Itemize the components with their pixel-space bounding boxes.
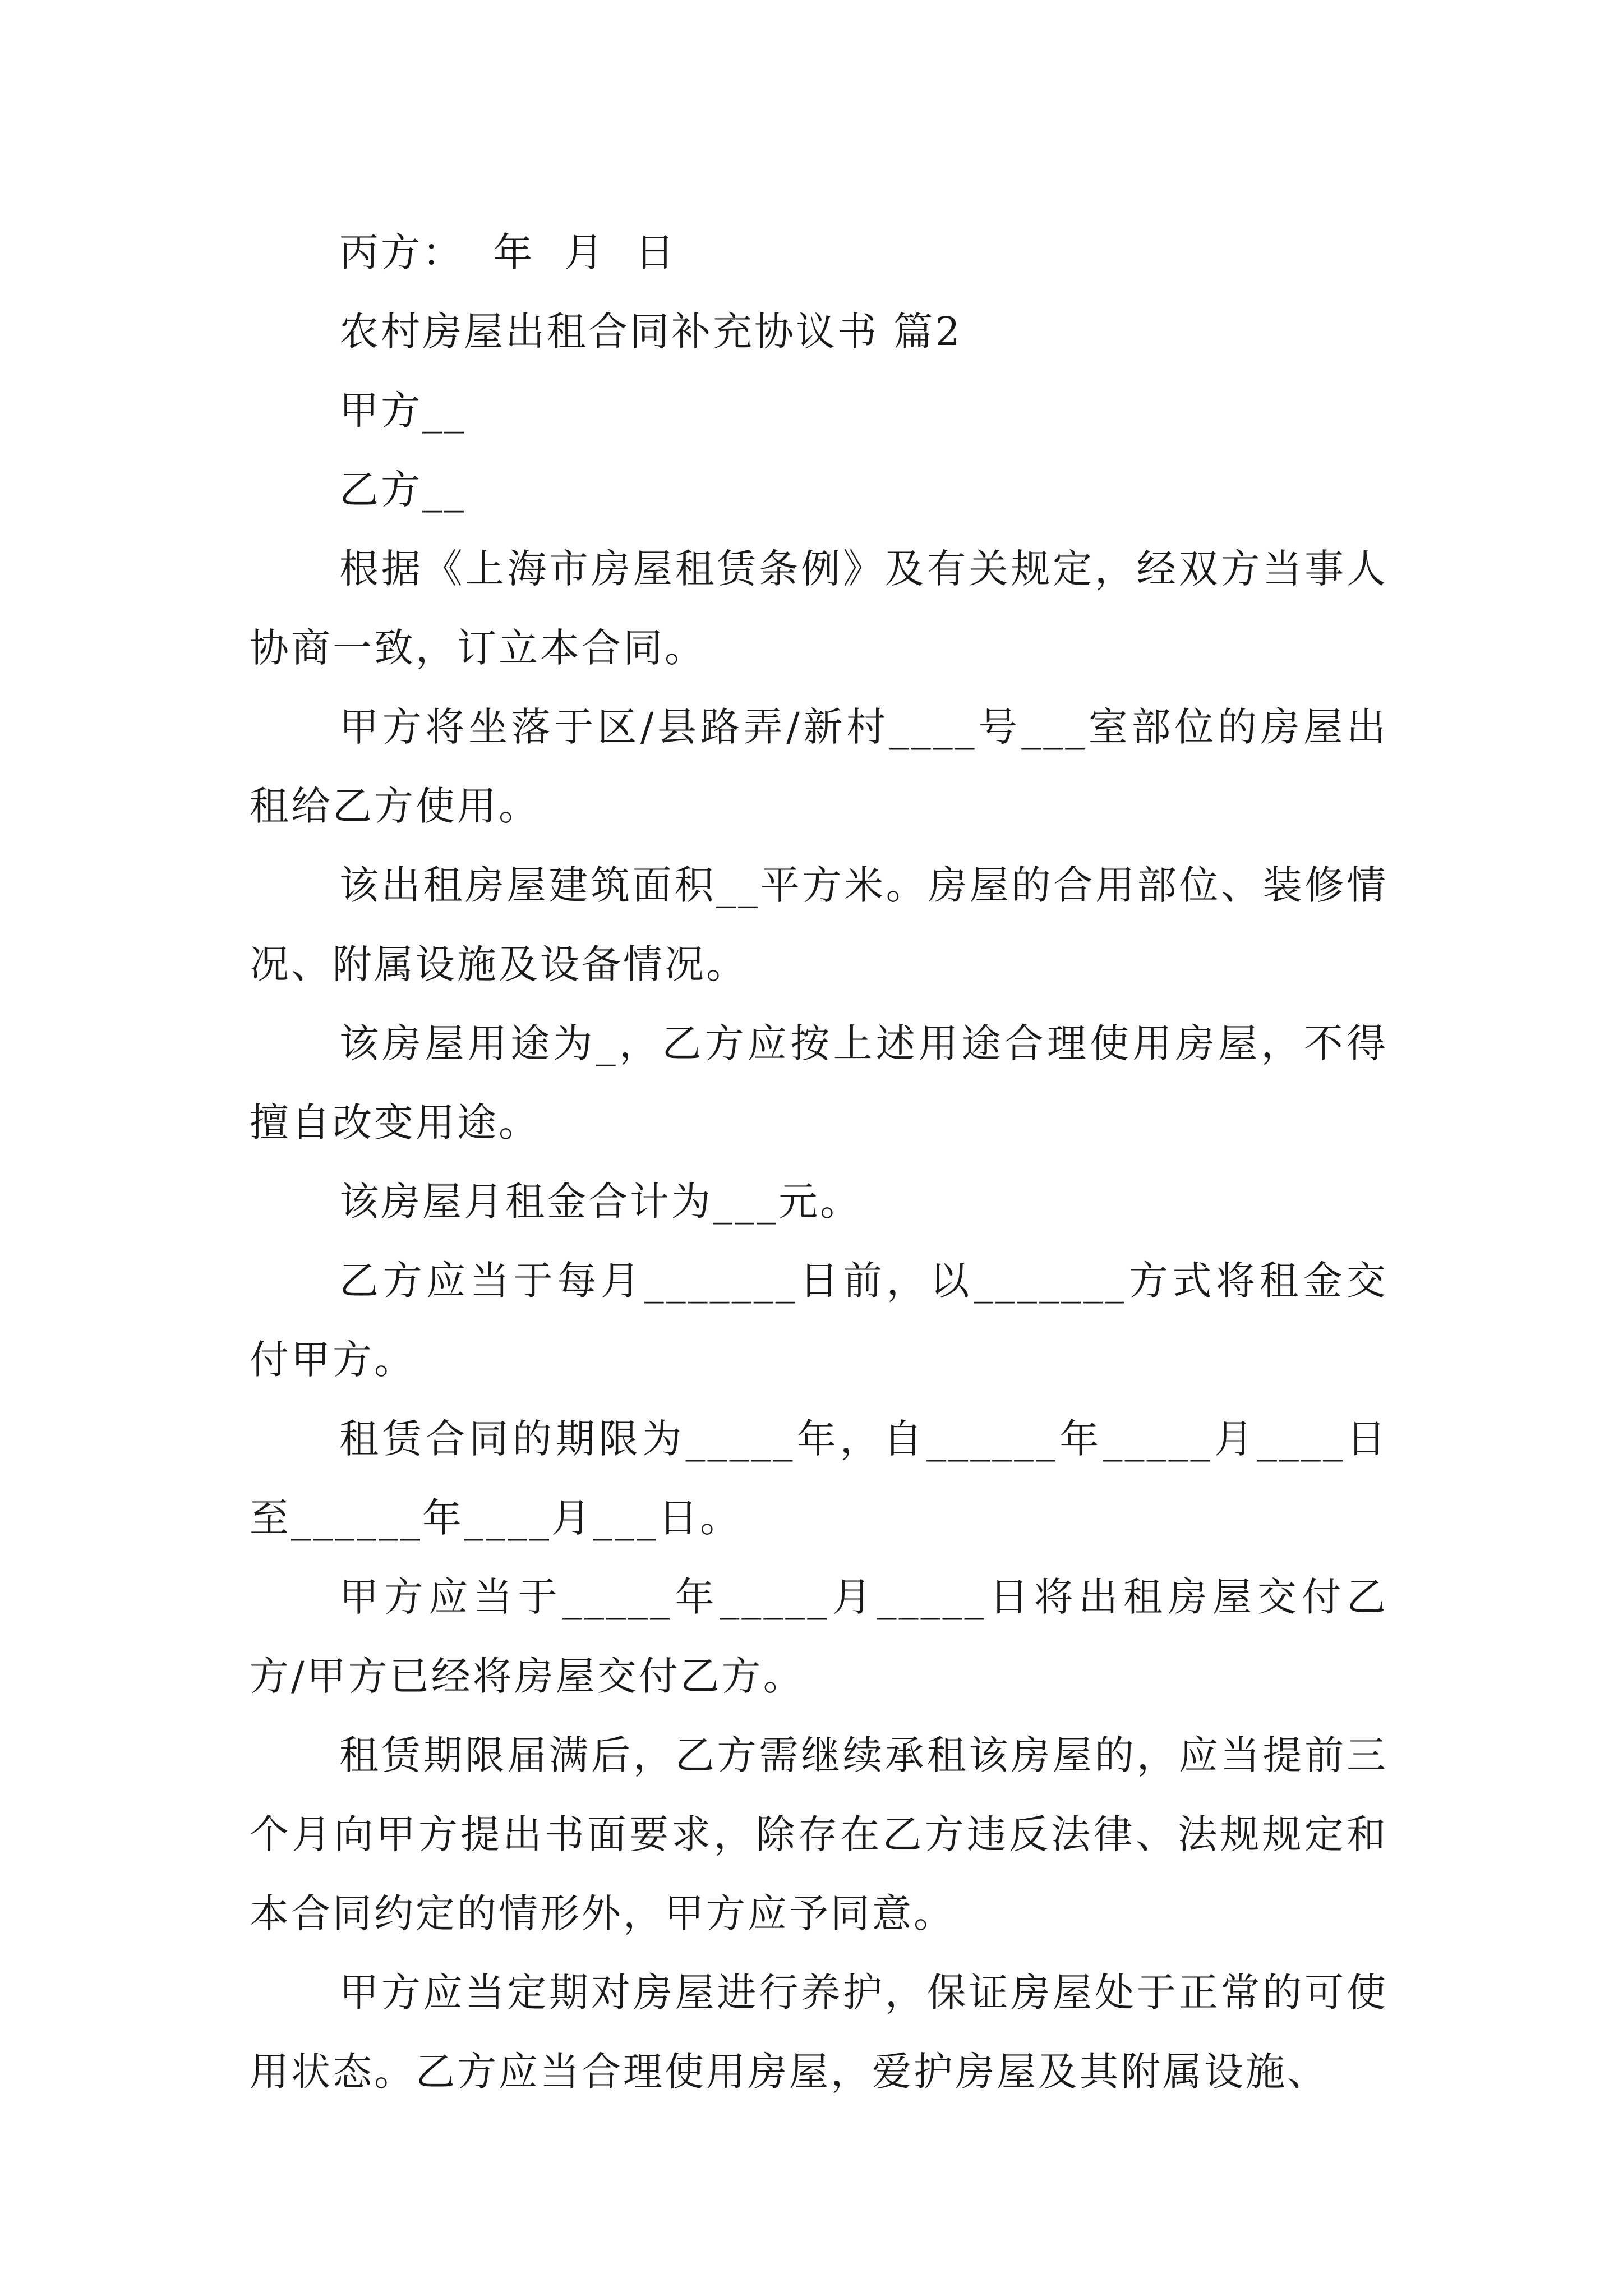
paragraph-maintenance: 甲方应当定期对房屋进行养护，保证房屋处于正常的可使用状态。乙方应当合理使用房屋，爱护房屋及其附属设施、 [250, 1970, 1388, 2095]
paragraph-rent: 该房屋月租金合计为___元。 [339, 1179, 861, 1225]
party-a-line: 甲方__ [339, 388, 466, 434]
paragraph-payment: 乙方应当于每月_______日前，以_______方式将租金交付甲方。 [250, 1258, 1388, 1383]
section-heading: 农村房屋出租合同补充协议书 篇2 [339, 309, 962, 355]
document-body [250, 213, 1388, 2111]
paragraph-usage: 该房屋用途为_，乙方应按上述用途合理使用房屋，不得擅自改变用途。 [250, 1020, 1388, 1145]
paragraph-term: 租赁合同的期限为_____年，自______年_____月____日至______年____月___日。 [250, 1416, 1388, 1541]
party-b-line: 乙方__ [339, 467, 466, 513]
paragraph-location: 甲方将坐落于区/县路弄/新村____号___室部位的房屋出租给乙方使用。 [250, 704, 1388, 829]
paragraph-renewal: 租赁期限届满后，乙方需继续承租该房屋的，应当提前三个月向甲方提出书面要求，除存在乙方违反法律、法规规定和本合同约定的情形外，甲方应予同意。 [250, 1732, 1388, 1936]
paragraph-delivery: 甲方应当于_____年_____月_____日将出租房屋交付乙方/甲方已经将房屋交付乙方。 [250, 1574, 1388, 1699]
paragraph-area: 该出租房屋建筑面积__平方米。房屋的合用部位、装修情况、附属设施及设备情况。 [250, 862, 1388, 987]
signature-date-line: 丙方： 年 月 日 [339, 229, 677, 275]
paragraph-basis: 根据《上海市房屋租赁条例》及有关规定，经双方当事人协商一致，订立本合同。 [250, 546, 1388, 671]
